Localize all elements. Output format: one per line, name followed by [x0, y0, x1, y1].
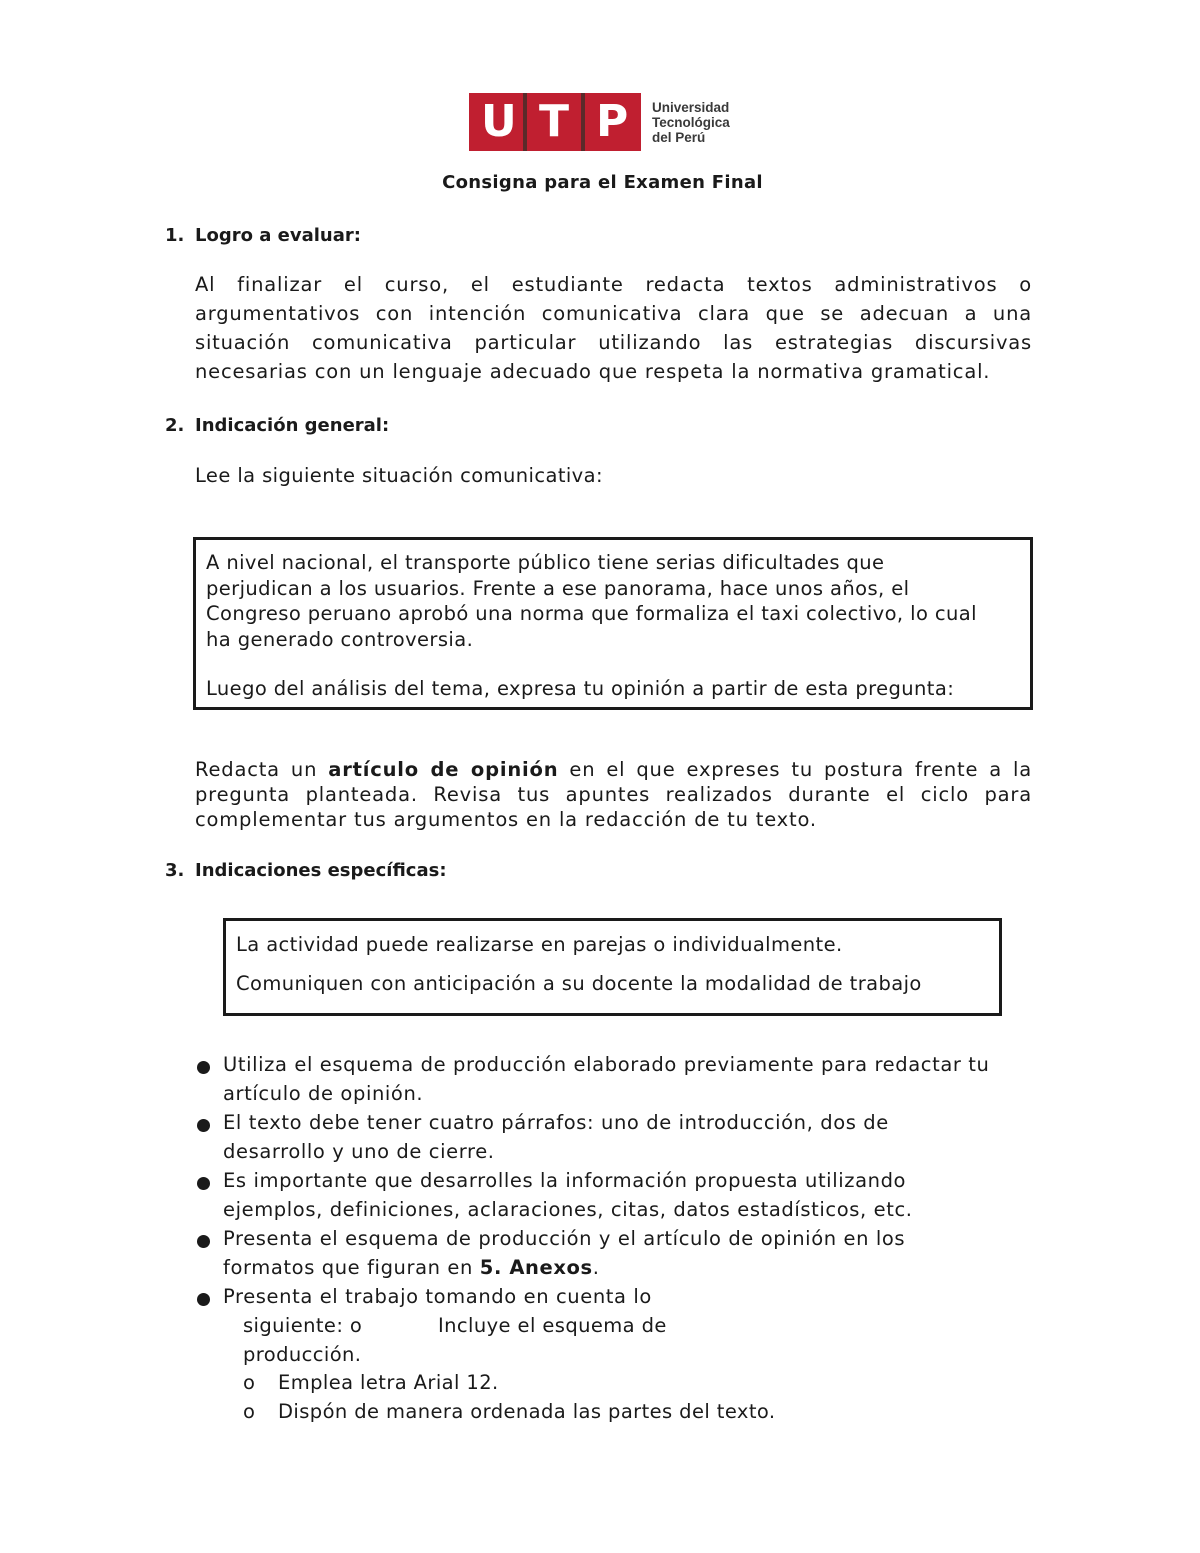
logo-letter-u: U [481, 96, 517, 147]
box-line: A nivel nacional, el transporte público tiene serias dificultades que [206, 551, 885, 574]
intro-text: Lee la siguiente situación comunicativa: [195, 464, 603, 487]
utp-logo [469, 93, 734, 151]
bullet-line [223, 1253, 905, 1282]
logo-letter-p: P [596, 96, 629, 147]
section-number: 2. [165, 415, 185, 436]
bullet-line: Utiliza el esquema de producción elaborado previamente para redactar tu [223, 1053, 990, 1076]
logo-wordmark [652, 100, 730, 145]
bullet-line: El texto debe tener cuatro párrafos: uno de introducción, dos de [223, 1111, 889, 1134]
paragraph-line [195, 757, 1032, 782]
bullet-item: Presenta el trabajo tomando en cuenta lo [223, 1285, 652, 1308]
bullet-line: Presenta el esquema de producción y el artículo de opinión en los [223, 1227, 906, 1250]
sub-item: Incluye el esquema de [438, 1314, 667, 1337]
bullet-dot [197, 1061, 210, 1074]
bullet-item [223, 1050, 990, 1108]
paragraph-line: necesarias con un lenguaje adecuado que respeta la normativa gramatical. [195, 360, 991, 383]
logo-line: Tecnológica [652, 115, 730, 130]
logo-line: Universidad [652, 100, 730, 115]
text-span: en el que expreses tu postura frente a la [558, 758, 1032, 781]
text-span: . [592, 1256, 600, 1279]
section-heading: Indicación general: [195, 415, 390, 436]
logo-letter-t: T [539, 96, 570, 147]
box-line: ha generado controversia. [206, 627, 474, 651]
section-number: 3. [165, 860, 185, 881]
paragraph-line: complementar tus argumentos en la redacción de tu texto. [195, 808, 817, 831]
section-heading: Logro a evaluar: [195, 225, 361, 246]
annex-reference: 5. Anexos [479, 1256, 593, 1279]
paragraph-line: situación comunicativa particular utilizando las estrategias discursivas [195, 331, 1032, 354]
logo-divider [581, 93, 585, 151]
text-span: formatos que figuran en [223, 1256, 480, 1279]
section-number: 1. [165, 225, 185, 246]
bold-text: artículo de opinión [328, 758, 559, 781]
bullet-line: siguiente: o [243, 1314, 363, 1337]
box-line: Congreso peruano aprobó una norma que formaliza el taxi colectivo, lo cual [206, 602, 977, 625]
section-paragraph [195, 270, 1032, 386]
bullet-line: Es importante que desarrolles la información propuesta utilizando [223, 1169, 907, 1192]
bullet-line: producción. [243, 1343, 362, 1366]
box-line: Comuniquen con anticipación a su docente la modalidad de trabajo [236, 971, 922, 995]
bullet-dot [197, 1293, 210, 1306]
bullet-line: desarrollo y uno de cierre. [223, 1140, 495, 1163]
bullet-item [223, 1166, 913, 1224]
sub-item-marker: o [243, 1371, 256, 1394]
situation-box [193, 537, 1033, 710]
sub-item-marker: o [243, 1400, 256, 1423]
box-question: Luego del análisis del tema, expresa tu opinión a partir de esta pregunta: [206, 677, 955, 700]
paragraph-line: Al finalizar el curso, el estudiante redacta textos administrativos o [195, 273, 1032, 296]
bullet-item [223, 1108, 889, 1166]
page-title: Consigna para el Examen Final [442, 172, 763, 193]
sub-item: Emplea letra Arial 12. [278, 1371, 499, 1394]
paragraph-line: argumentativos con intención comunicativa clara que se adecuan a una [195, 302, 1032, 325]
bullet-dot [197, 1119, 210, 1132]
bullet-dot [197, 1177, 210, 1190]
bullet-line: artículo de opinión. [223, 1082, 424, 1105]
box-line: perjudican a los usuarios. Frente a ese panorama, hace unos años, el [206, 576, 910, 600]
box-line: La actividad puede realizarse en parejas o individualmente. [236, 933, 843, 956]
sub-item: Dispón de manera ordenada las partes del texto. [278, 1400, 776, 1423]
text-span: Redacta un [195, 758, 329, 781]
bullet-dot [197, 1235, 210, 1248]
logo-divider [523, 93, 527, 151]
bullet-line: ejemplos, definiciones, aclaraciones, citas, datos estadísticos, etc. [223, 1198, 913, 1221]
paragraph-line: pregunta planteada. Revisa tus apuntes realizados durante el ciclo para [195, 783, 1032, 806]
article-paragraph [195, 757, 1032, 832]
bullet-item [223, 1224, 905, 1282]
section-heading: Indicaciones específicas: [195, 860, 447, 881]
logo-mark [469, 93, 641, 151]
instructions-box [223, 918, 1002, 1016]
logo-line: del Perú [652, 130, 706, 145]
